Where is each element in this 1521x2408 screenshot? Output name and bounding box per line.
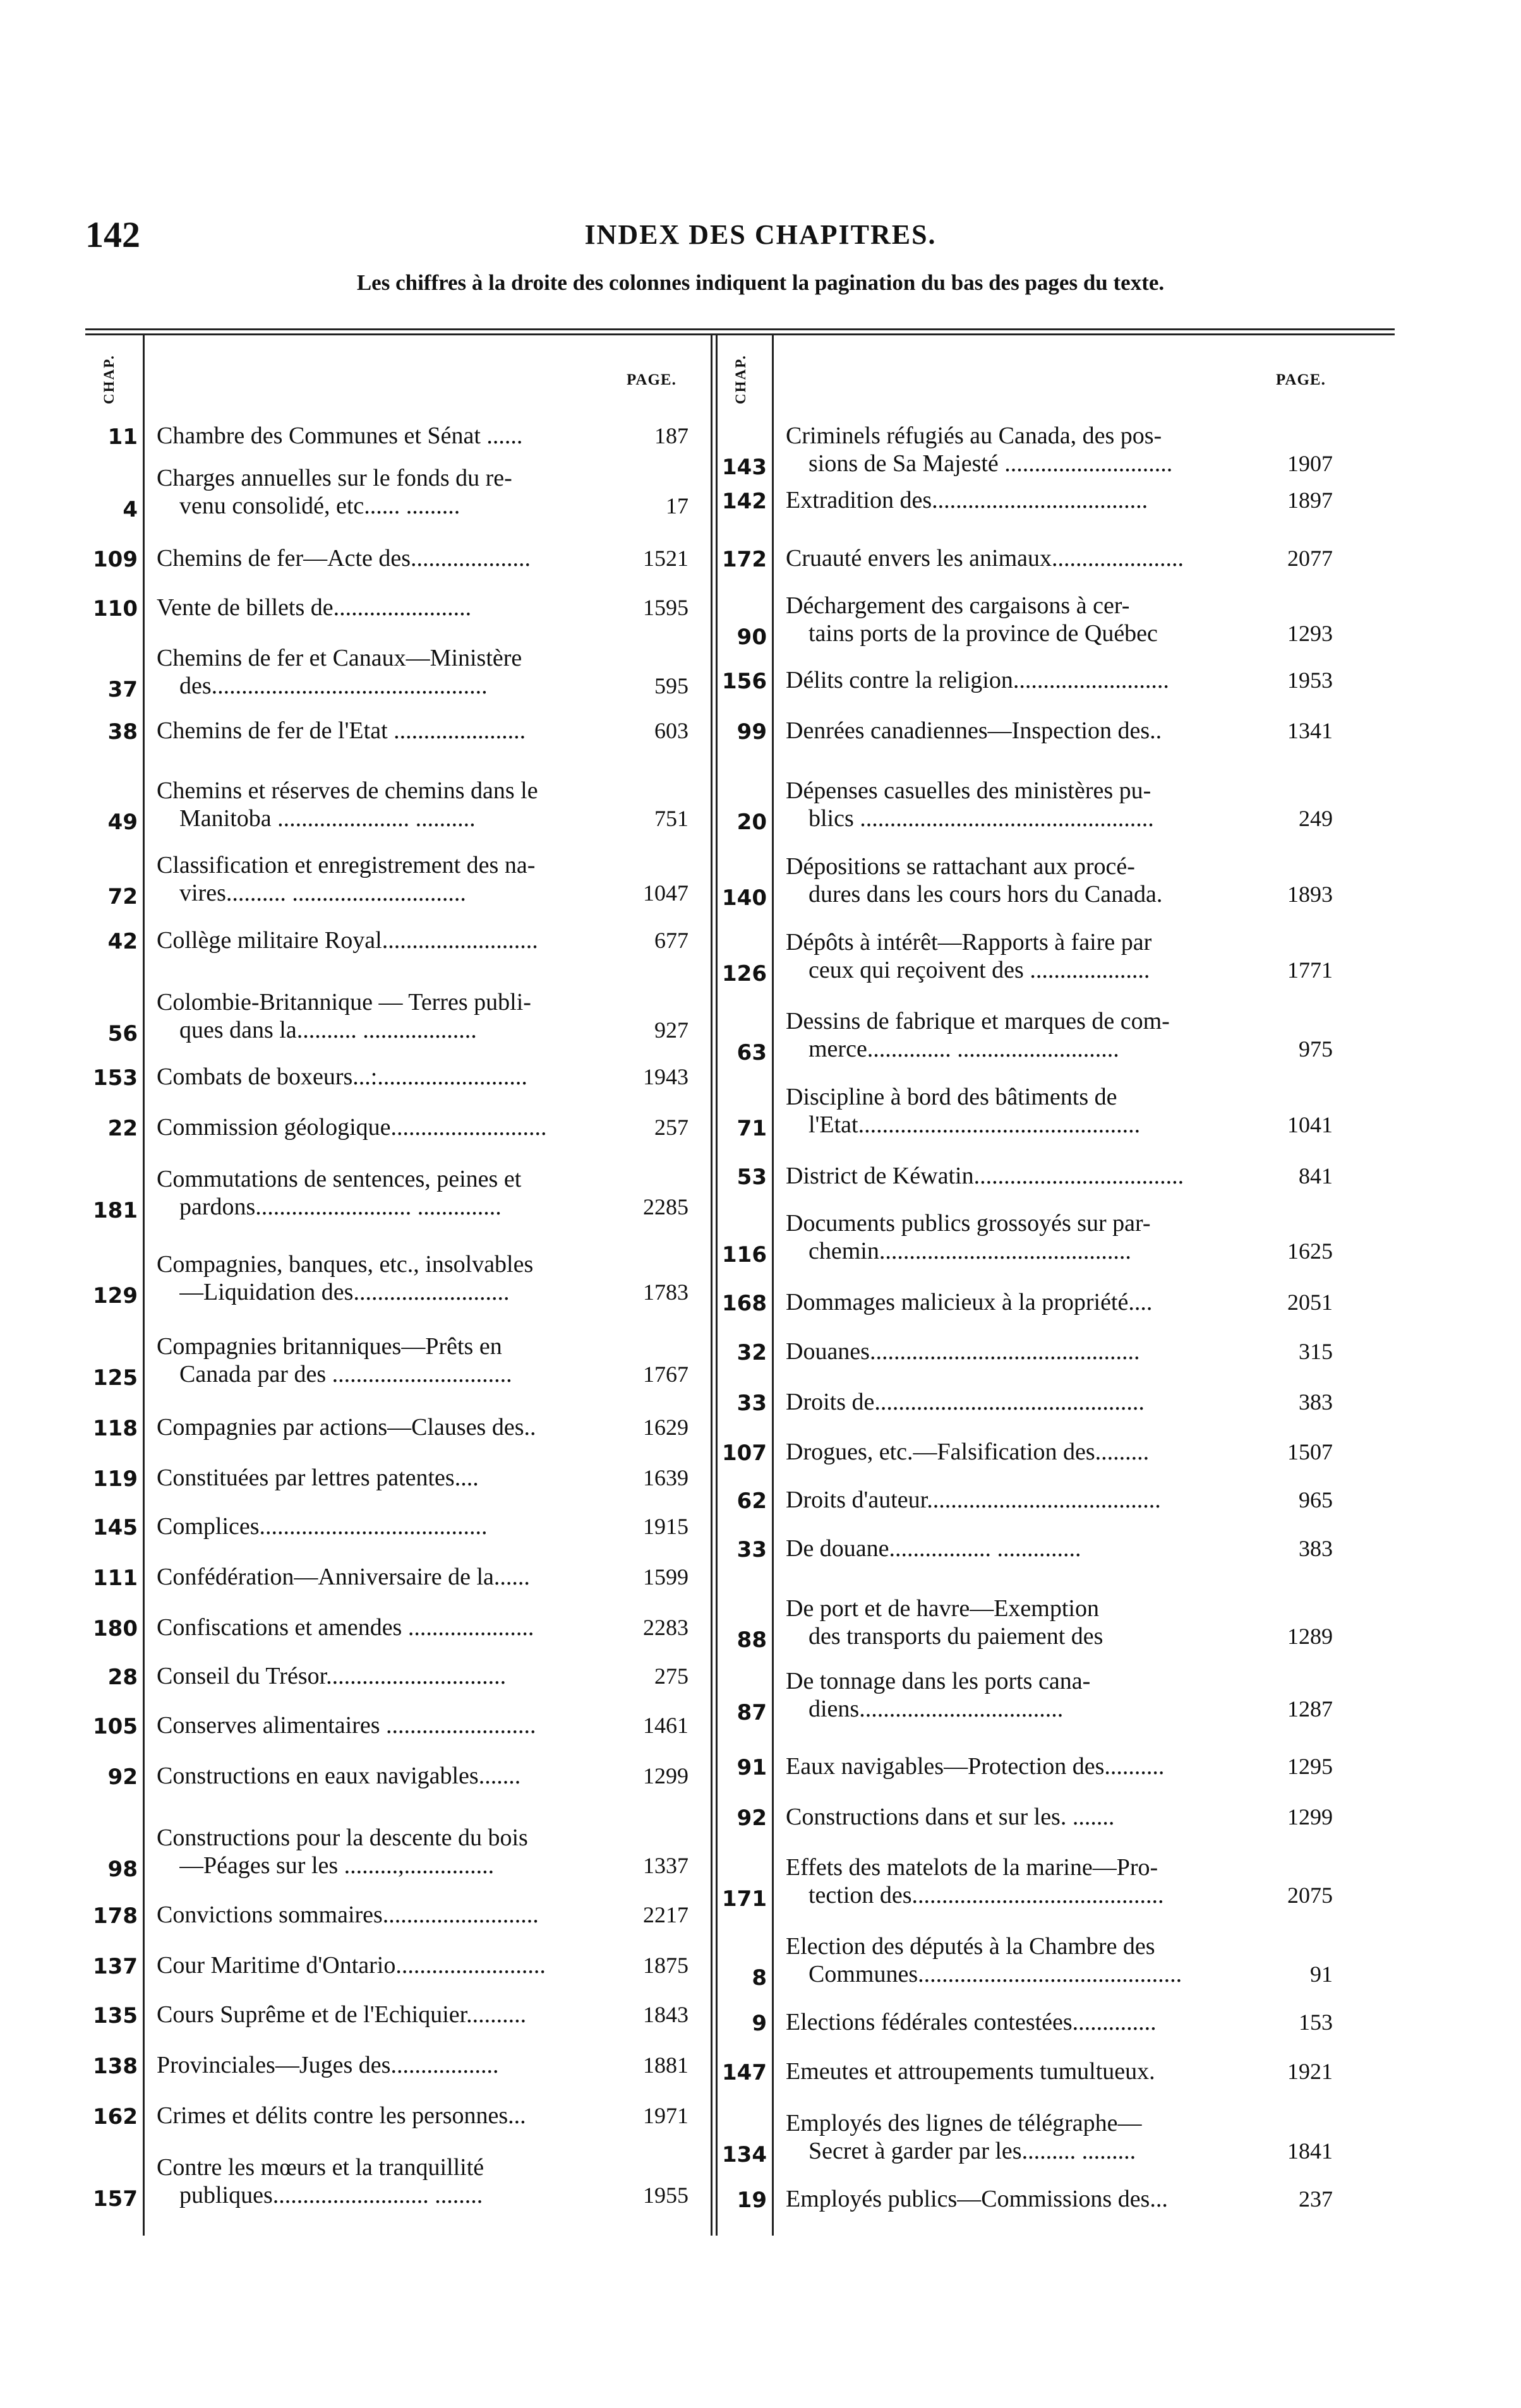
entry-title-line: Confiscations et amendes ..................... xyxy=(157,1614,534,1641)
entry-title-line: Constructions pour la descente du bois xyxy=(157,1824,528,1851)
center-divider-a xyxy=(711,333,712,2236)
page-reference: 975 xyxy=(1299,1036,1333,1062)
page-reference: 1595 xyxy=(643,595,688,620)
entry-title-line: Chemins de fer de l'Etat ...................... xyxy=(157,717,526,744)
chapter-number: 171 xyxy=(722,1886,767,1912)
entry-continuation-line: vires.......... ............................. xyxy=(179,880,466,906)
chapter-number: 92 xyxy=(736,1806,767,1831)
page-reference: 1943 xyxy=(643,1064,688,1089)
entry-title-line: Confédération—Anniversaire de la...... xyxy=(157,1564,530,1590)
page-reference: 1629 xyxy=(643,1415,688,1440)
entry-title-line: Vente de billets de....................... xyxy=(157,594,472,621)
entry-continuation-line: merce.............. ........................... xyxy=(809,1036,1119,1062)
chapter-number: 56 xyxy=(107,1021,138,1046)
entry-continuation-line: Secret à garder par les......... ......... xyxy=(809,2138,1136,2164)
entry-continuation-line: pardons.......................... .............. xyxy=(179,1194,502,1220)
chapter-number: 138 xyxy=(93,2054,138,2079)
entry-title-line: Complices...................................... xyxy=(157,1513,488,1540)
chapter-number: 118 xyxy=(93,1416,138,1441)
entry-continuation-line: ques dans la.......... ................... xyxy=(179,1017,477,1043)
chapter-number: 147 xyxy=(722,2060,767,2085)
page-reference: 1295 xyxy=(1287,1754,1333,1779)
chapter-number: 156 xyxy=(722,669,767,694)
chapter-number: 137 xyxy=(93,1954,138,1979)
chapter-number: 91 xyxy=(736,1755,767,1780)
entry-title-line: Dommages malicieux à la propriété.... xyxy=(786,1289,1153,1315)
entry-continuation-line: —Péages sur les .........,............... xyxy=(179,1852,495,1879)
page-reference: 237 xyxy=(1299,2186,1333,2212)
chapter-number: 88 xyxy=(736,1627,767,1653)
page-reference: 1771 xyxy=(1287,957,1333,983)
page-reference: 1047 xyxy=(643,880,688,906)
entry-title-line: Constituées par lettres patentes.... xyxy=(157,1465,479,1491)
page-reference: 2283 xyxy=(643,1615,688,1640)
entry-continuation-line: dures dans les cours hors du Canada. xyxy=(809,881,1163,907)
chapter-number: 72 xyxy=(107,884,138,909)
chapter-number: 180 xyxy=(93,1616,138,1641)
entry-title-line: Dépositions se rattachant aux procé- xyxy=(786,853,1135,880)
entry-title-line: Elections fédérales contestées.............. xyxy=(786,2009,1157,2035)
entry-title-line: Crimes et délits contre les personnes... xyxy=(157,2102,526,2129)
page-reference: 1461 xyxy=(643,1713,688,1738)
page-reference: 603 xyxy=(654,718,688,743)
chapter-number: 20 xyxy=(736,810,767,835)
chapter-number: 109 xyxy=(93,547,138,572)
chapter-number: 181 xyxy=(93,1198,138,1223)
page-reference: 383 xyxy=(1299,1536,1333,1561)
entry-title-line: Dessins de fabrique et marques de com- xyxy=(786,1008,1170,1034)
chapter-number: 134 xyxy=(722,2142,767,2167)
chapter-number: 33 xyxy=(736,1537,767,1562)
entry-title-line: Dépôts à intérêt—Rapports à faire par xyxy=(786,929,1152,955)
entry-title-line: Cour Maritime d'Ontario......................... xyxy=(157,1952,546,1979)
entry-title-line: Conserves alimentaires ......................... xyxy=(157,1712,536,1739)
entry-title-line: Provinciales—Juges des.................. xyxy=(157,2052,499,2078)
chapter-number: 38 xyxy=(107,719,138,745)
chapter-number: 110 xyxy=(93,596,138,621)
entry-title-line: Chemins et réserves de chemins dans le xyxy=(157,777,538,804)
chapter-number: 92 xyxy=(107,1764,138,1790)
entry-title-line: Employés publics—Commissions des... xyxy=(786,2186,1168,2212)
page-reference: 383 xyxy=(1299,1389,1333,1415)
entry-title-line: Employés des lignes de télégraphe— xyxy=(786,2110,1142,2136)
chapter-number: 8 xyxy=(752,1965,767,1991)
chapter-number: 53 xyxy=(736,1165,767,1190)
chapter-number: 11 xyxy=(107,424,138,450)
entry-title-line: Chambre des Communes et Sénat ...... xyxy=(157,422,523,449)
page-reference: 595 xyxy=(654,673,688,698)
chapter-number: 37 xyxy=(107,677,138,702)
entry-continuation-line: Canada par des .............................. xyxy=(179,1361,512,1387)
left-chap-header: CHAP. xyxy=(101,354,117,404)
page-reference: 17 xyxy=(666,493,688,518)
entry-continuation-line: tains ports de la province de Québec xyxy=(809,620,1158,647)
page-title: INDEX DES CHAPITRES. xyxy=(584,219,937,250)
entry-title-line: Election des députés à la Chambre des xyxy=(786,1933,1155,1960)
page-reference: 841 xyxy=(1299,1163,1333,1189)
page-reference: 2217 xyxy=(643,1902,688,1927)
entry-continuation-line: blics ................................................. xyxy=(809,805,1154,832)
entry-title-line: Documents publics grossoyés sur par- xyxy=(786,1210,1151,1237)
page-reference: 1783 xyxy=(643,1279,688,1305)
chapter-number: 157 xyxy=(93,2186,138,2212)
entry-title-line: Cours Suprême et de l'Echiquier.......... xyxy=(157,2001,527,2028)
page-subtitle: Les chiffres à la droite des colonnes indiquent la pagination du bas des pages du texte. xyxy=(356,270,1165,295)
entry-title-line: Contre les mœurs et la tranquillité xyxy=(157,2154,484,2181)
page-reference: 2075 xyxy=(1287,1883,1333,1908)
entry-continuation-line: tection des.......................................... xyxy=(809,1882,1164,1908)
page-reference: 1341 xyxy=(1287,718,1333,743)
page-reference: 1507 xyxy=(1287,1439,1333,1465)
page-reference: 751 xyxy=(654,806,688,831)
entry-title-line: Cruauté envers les animaux...................... xyxy=(786,545,1184,572)
entry-title-line: Classification et enregistrement des na- xyxy=(157,852,536,878)
entry-title-line: De tonnage dans les ports cana- xyxy=(786,1668,1091,1694)
chapter-number: 19 xyxy=(736,2188,767,2213)
page-reference: 677 xyxy=(654,928,688,953)
entry-title-line: Déchargement des cargaisons à cer- xyxy=(786,592,1130,619)
entry-title-line: Colombie-Britannique — Terres publi- xyxy=(157,989,531,1015)
page-reference: 1767 xyxy=(643,1362,688,1387)
page-reference: 1915 xyxy=(643,1514,688,1539)
page-reference: 1875 xyxy=(643,1953,688,1978)
chapter-number: 153 xyxy=(93,1065,138,1091)
chapter-number: 22 xyxy=(107,1116,138,1141)
page-reference: 187 xyxy=(654,423,688,448)
entry-title-line: Effets des matelots de la marine—Pro- xyxy=(786,1854,1158,1881)
page-reference: 1971 xyxy=(643,2103,688,2128)
chapter-number: 135 xyxy=(93,2003,138,2028)
page-number: 142 xyxy=(85,214,140,255)
page-reference: 1841 xyxy=(1287,2138,1333,2164)
chapter-number: 4 xyxy=(123,497,138,522)
entry-title-line: Chemins de fer et Canaux—Ministère xyxy=(157,645,522,671)
chapter-number: 119 xyxy=(93,1466,138,1492)
center-divider-b xyxy=(716,333,718,2236)
entry-title-line: Collège militaire Royal.......................... xyxy=(157,927,538,954)
page-reference: 1897 xyxy=(1287,488,1333,513)
page-reference: 257 xyxy=(654,1115,688,1140)
entry-continuation-line: venu consolidé, etc...... ......... xyxy=(179,493,460,519)
page-reference: 153 xyxy=(1299,2010,1333,2035)
page-reference: 1599 xyxy=(643,1564,688,1590)
entry-continuation-line: l'Etat............................................... xyxy=(809,1111,1141,1138)
page-reference: 275 xyxy=(654,1663,688,1689)
entry-title-line: Denrées canadiennes—Inspection des.. xyxy=(786,717,1162,744)
entry-title-line: De port et de havre—Exemption xyxy=(786,1595,1099,1622)
entry-continuation-line: des transports du paiement des xyxy=(809,1623,1103,1650)
chapter-number: 71 xyxy=(736,1116,767,1141)
entry-title-line: Droits d'auteur....................................... xyxy=(786,1487,1161,1513)
chapter-number: 62 xyxy=(736,1489,767,1514)
chapter-number: 90 xyxy=(736,625,767,650)
page-reference: 1041 xyxy=(1287,1112,1333,1137)
entry-title-line: Extradition des.................................... xyxy=(786,487,1148,513)
top-rule-2 xyxy=(85,333,1395,335)
right-page-header: PAGE. xyxy=(1276,371,1326,388)
entry-title-line: Chemins de fer—Acte des.................... xyxy=(157,545,531,572)
entry-title-line: Conseil du Trésor.............................. xyxy=(157,1663,507,1689)
entry-continuation-line: Manitoba ...................... .......... xyxy=(179,805,476,832)
page-reference: 2285 xyxy=(643,1194,688,1219)
page-reference: 1299 xyxy=(1287,1804,1333,1830)
entry-title-line: District de Kéwatin................................... xyxy=(786,1163,1184,1189)
page-reference: 1293 xyxy=(1287,621,1333,646)
left-chap-divider xyxy=(143,333,145,2236)
chapter-number: 143 xyxy=(722,455,767,480)
chapter-number: 125 xyxy=(93,1365,138,1391)
page-reference: 1953 xyxy=(1287,668,1333,693)
entry-title-line: Commission géologique.......................... xyxy=(157,1114,547,1141)
entry-title-line: Convictions sommaires.......................... xyxy=(157,1902,539,1928)
page-reference: 249 xyxy=(1299,806,1333,831)
page-reference: 1299 xyxy=(643,1763,688,1788)
page-reference: 1287 xyxy=(1287,1696,1333,1722)
chapter-number: 178 xyxy=(93,1903,138,1929)
entry-title-line: Commutations de sentences, peines et xyxy=(157,1166,522,1192)
chapter-number: 63 xyxy=(736,1040,767,1065)
entry-continuation-line: des.............................................. xyxy=(179,673,488,699)
entry-title-line: Constructions en eaux navigables....... xyxy=(157,1763,521,1789)
chapter-number: 116 xyxy=(722,1242,767,1267)
entry-title-line: Combats de boxeurs...:......................... xyxy=(157,1063,527,1090)
entry-title-line: Discipline à bord des bâtiments de xyxy=(786,1084,1117,1110)
chapter-number: 168 xyxy=(722,1291,767,1316)
entry-title-line: De douane................. .............. xyxy=(786,1535,1081,1562)
chapter-number: 99 xyxy=(736,719,767,745)
page-reference: 91 xyxy=(1310,1962,1333,1987)
chapter-number: 142 xyxy=(722,489,767,514)
chapter-number: 105 xyxy=(93,1714,138,1739)
entry-title-line: Eaux navigables—Protection des.......... xyxy=(786,1753,1165,1780)
page-reference: 1907 xyxy=(1287,451,1333,476)
entry-continuation-line: ceux qui reçoivent des .................... xyxy=(809,957,1150,983)
chapter-number: 33 xyxy=(736,1391,767,1416)
page-reference: 1289 xyxy=(1287,1624,1333,1649)
entry-continuation-line: Communes............................................ xyxy=(809,1961,1182,1987)
chapter-number: 126 xyxy=(722,961,767,986)
page-reference: 2077 xyxy=(1287,546,1333,571)
entry-continuation-line: diens.................................. xyxy=(809,1696,1064,1722)
entry-continuation-line: publiques.......................... ........ xyxy=(179,2182,483,2208)
chapter-number: 32 xyxy=(736,1340,767,1365)
chapter-number: 172 xyxy=(722,547,767,572)
chapter-number: 49 xyxy=(107,810,138,835)
chapter-number: 162 xyxy=(93,2104,138,2129)
chapter-number: 111 xyxy=(93,1566,138,1591)
page-reference: 1843 xyxy=(643,2002,688,2027)
chapter-number: 129 xyxy=(93,1283,138,1309)
page-reference: 2051 xyxy=(1287,1290,1333,1315)
entry-title-line: Délits contre la religion.......................... xyxy=(786,667,1169,693)
entry-continuation-line: chemin.......................................... xyxy=(809,1238,1131,1264)
entry-title-line: Compagnies britanniques—Prêts en xyxy=(157,1333,502,1360)
entry-continuation-line: sions de Sa Majesté ............................ xyxy=(809,450,1173,477)
entry-title-line: Dépenses casuelles des ministères pu- xyxy=(786,777,1151,804)
chapter-number: 140 xyxy=(722,885,767,911)
page-reference: 1639 xyxy=(643,1465,688,1490)
page-reference: 1893 xyxy=(1287,882,1333,907)
page-reference: 965 xyxy=(1299,1487,1333,1512)
entry-title-line: Emeutes et attroupements tumultueux. xyxy=(786,2058,1155,2085)
page-reference: 927 xyxy=(654,1017,688,1043)
entry-title-line: Constructions dans et sur les. ....... xyxy=(786,1804,1115,1830)
left-page-header: PAGE. xyxy=(627,371,676,388)
page-reference: 1955 xyxy=(643,2183,688,2208)
entry-title-line: Compagnies par actions—Clauses des.. xyxy=(157,1414,536,1441)
entry-title-line: Criminels réfugiés au Canada, des pos- xyxy=(786,422,1162,449)
entry-continuation-line: —Liquidation des.......................... xyxy=(179,1279,510,1305)
top-rule xyxy=(85,328,1395,330)
entry-title-line: Droits de............................................. xyxy=(786,1389,1145,1415)
chapter-number: 98 xyxy=(107,1857,138,1882)
chapter-number: 107 xyxy=(722,1441,767,1466)
entry-title-line: Charges annuelles sur le fonds du re- xyxy=(157,465,512,491)
entry-title-line: Compagnies, banques, etc., insolvables xyxy=(157,1251,534,1278)
chapter-number: 9 xyxy=(752,2011,767,2036)
page-reference: 1521 xyxy=(643,546,688,571)
page-reference: 1625 xyxy=(1287,1238,1333,1264)
entry-title-line: Drogues, etc.—Falsification des......... xyxy=(786,1439,1150,1465)
entry-title-line: Douanes............................................. xyxy=(786,1338,1140,1365)
page-reference: 1921 xyxy=(1287,2059,1333,2084)
page-reference: 1337 xyxy=(643,1853,688,1878)
page-reference: 1881 xyxy=(643,2052,688,2078)
chapter-number: 42 xyxy=(107,929,138,954)
page-reference: 315 xyxy=(1299,1339,1333,1364)
chapter-number: 28 xyxy=(107,1665,138,1690)
chapter-number: 145 xyxy=(93,1515,138,1540)
right-chap-header: CHAP. xyxy=(733,354,748,404)
right-chap-divider xyxy=(772,333,774,2236)
chapter-number: 87 xyxy=(736,1700,767,1725)
